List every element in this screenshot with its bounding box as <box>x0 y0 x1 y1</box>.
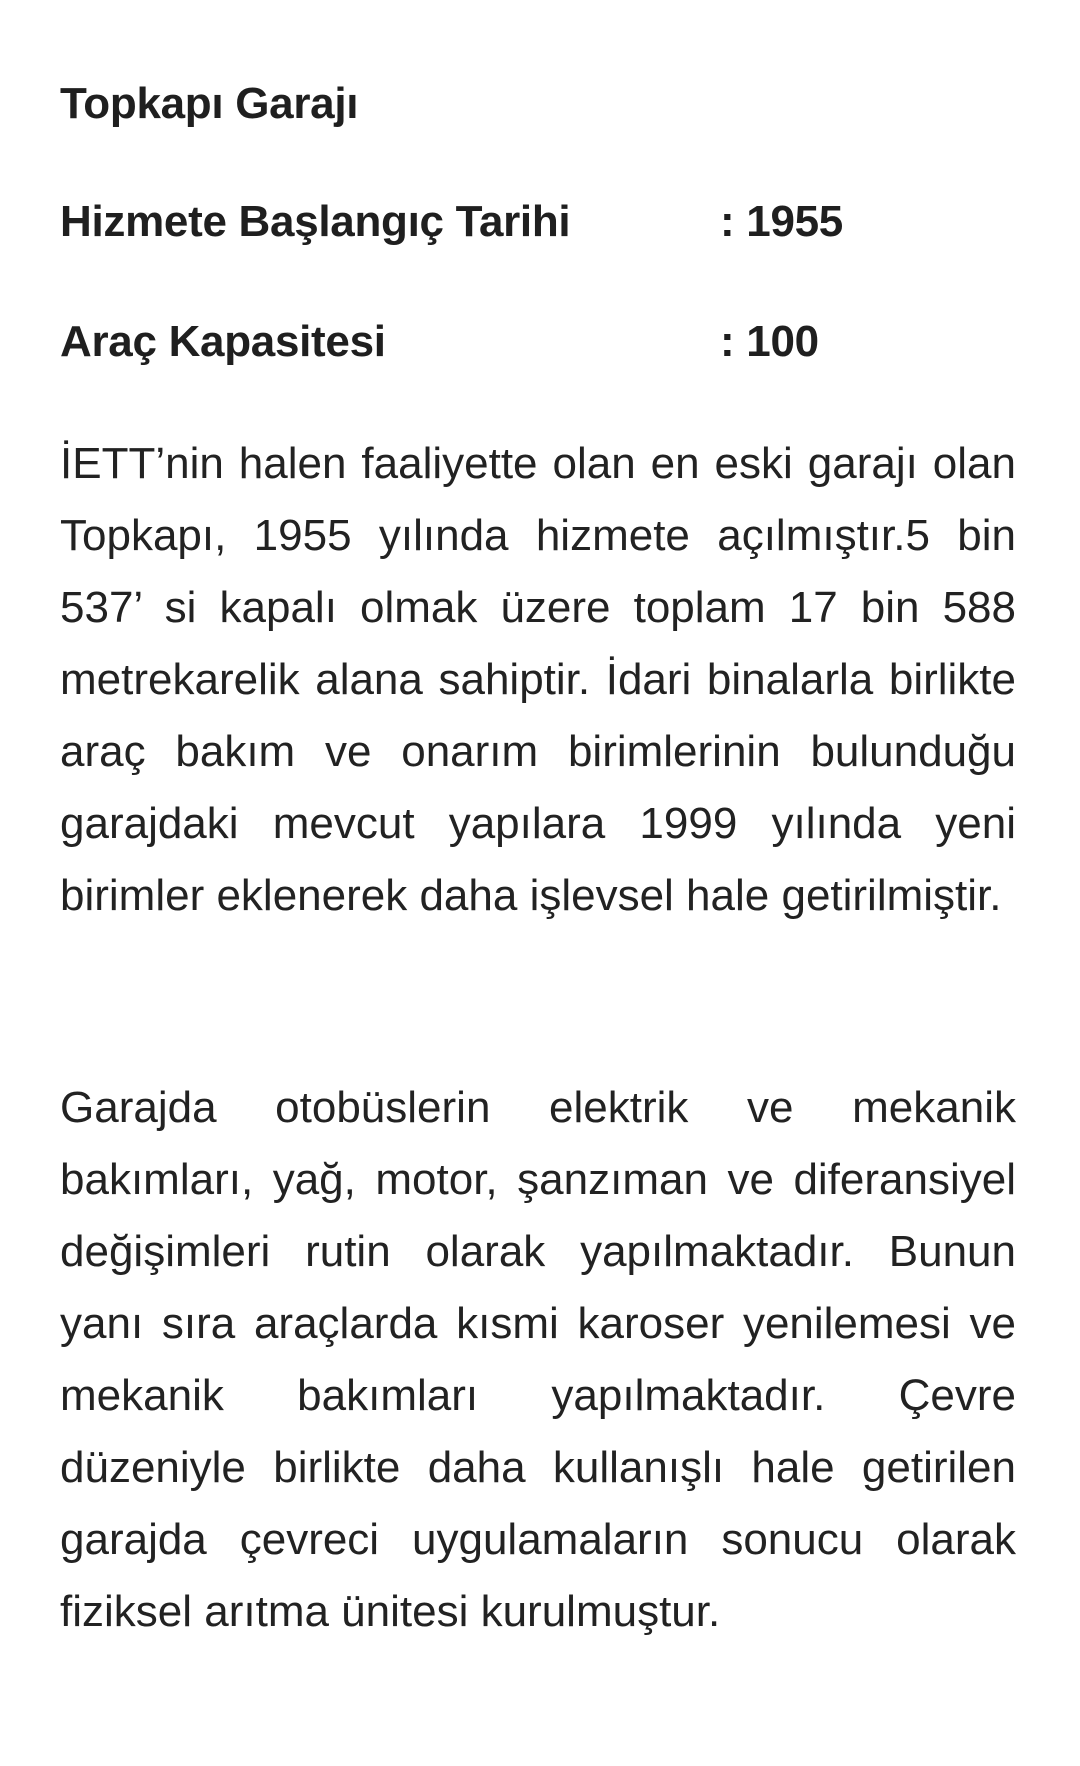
info-value-capacity: : 100 <box>720 317 819 366</box>
info-label-start-date: Hizmete Başlangıç Tarihi <box>60 197 571 246</box>
page-title: Topkapı Garajı <box>60 79 359 128</box>
info-value-start-date: : 1955 <box>720 197 843 246</box>
body-paragraph-history: İETT’nin halen faaliyette olan en eski garajı olan Topkapı, 1955 yılında hizmete açılmıştır.5 bin 537’ si kapalı olmak üzere toplam 17 bin 588 metrekarelik alana sahiptir. İdari binalarla birlikte araç bakım ve onarım birimlerinin bulunduğu garajdaki mevcut yapılara 1999 yılında yeni birimler eklenerek daha işlevsel hale getirilmiştir. <box>60 439 1016 920</box>
body-paragraph-maintenance: Garajda otobüslerin elektrik ve mekanik bakımları, yağ, motor, şanzıman ve diferansiyel değişimleri rutin olarak yapılmaktadır. Bunun yanı sıra araçlarda kısmi karoser yenilemesi ve mekanik bakımları yapılmaktadır. Çevre düzeniyle birlikte daha kullanışlı hale getirilen garajda çevreci uygulamaların sonucu olarak fiziksel arıtma ünitesi kurulmuştur. <box>60 1083 1016 1636</box>
info-row-start-date <box>60 194 1016 250</box>
info-row-capacity <box>60 314 1016 370</box>
info-label-capacity: Araç Kapasitesi <box>60 317 386 366</box>
